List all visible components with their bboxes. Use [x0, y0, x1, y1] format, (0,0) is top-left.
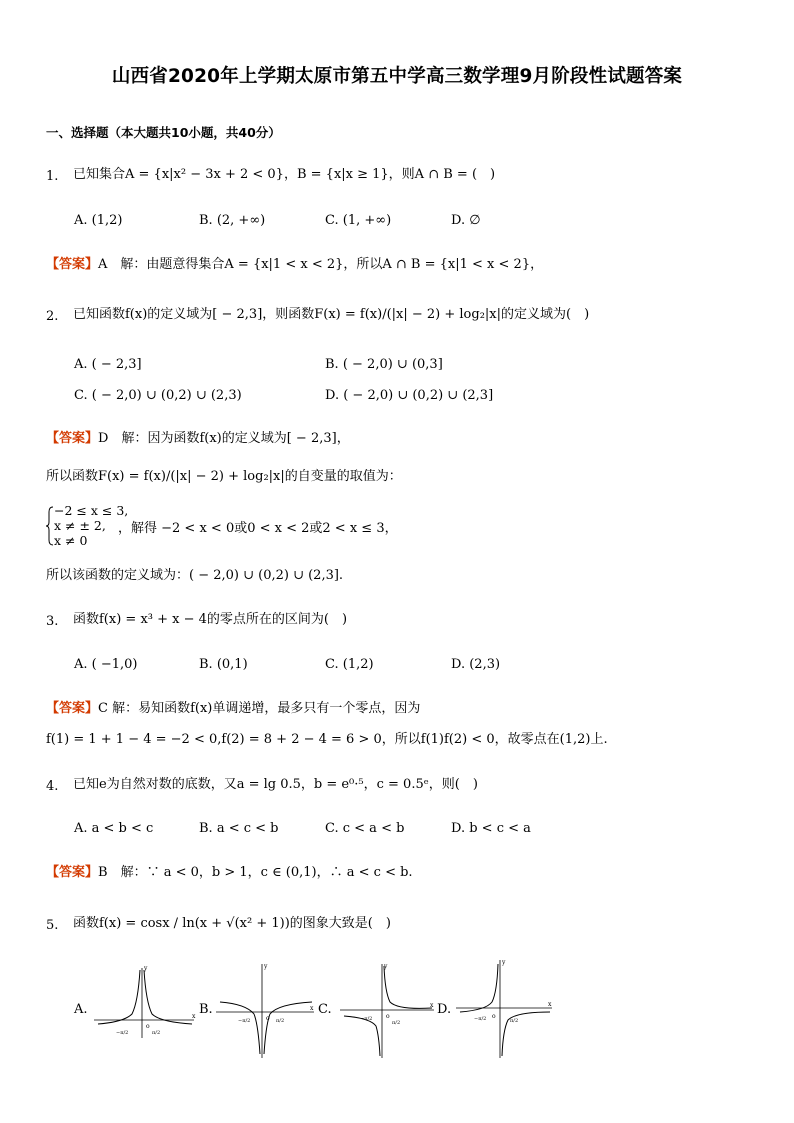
graph-x-label: x — [192, 1013, 196, 1020]
answer-line-4: 所以该函数的定义域为：( − 2,0) ∪ (0,2) ∪ (2,3]. — [46, 568, 344, 583]
answer-text: B 解：∵ a < 0，b > 1，c ∈ (0,1)，∴ a < c < b. — [98, 865, 413, 880]
option-a-label: A. — [74, 1002, 88, 1017]
graph-option-a — [94, 962, 198, 1040]
option-b: B. a < c < b — [199, 821, 279, 836]
graph-pos-tick: π/2 — [152, 1030, 161, 1036]
option-b: B. (2, +∞) — [199, 213, 266, 228]
graph-origin-label: o — [266, 1015, 270, 1022]
answer-text: D 解：因为函数f(x)的定义域为[ − 2,3]， — [98, 431, 350, 446]
option-d: D. b < c < a — [451, 821, 531, 836]
answer-tag: 【答案】 — [46, 865, 99, 880]
question-stem: 函数f(x) = cosx / ln(x + √(x² + 1))的图象大致是( ) — [73, 916, 391, 931]
question-stem: 已知集合A = {x|x² − 3x + 2 < 0}，B = {x|x ≥ 1}，则A ∩ B = ( ) — [73, 167, 496, 182]
answer-text: A 解：由题意得集合A = {x|1 < x < 2}，所以A ∩ B = {x|1 < x < 2}， — [98, 257, 544, 272]
page-title: 山西省2020年上学期太原市第五中学高三数学理9月阶段性试题答案 — [111, 66, 683, 87]
answer-line-2: 所以函数F(x) = f(x)/(|x| − 2) + log₂|x|的自变量的取值为： — [46, 469, 402, 484]
option-b: B. (0,1) — [199, 657, 248, 672]
answer-line-2: f(1) = 1 + 1 − 4 = −2 < 0,f(2) = 8 + 2 − 4 = 6 > 0，所以f(1)f(2) < 0，故零点在(1,2)上. — [46, 732, 608, 747]
question-stem: 已知函数f(x)的定义域为[ − 2,3]，则函数F(x) = f(x)/(|x| − 2) + log₂|x|的定义域为( ) — [73, 307, 590, 322]
answer-line — [46, 700, 420, 718]
option-d: D. (2,3) — [451, 657, 501, 672]
graph-neg-tick: −π/2 — [474, 1016, 487, 1022]
graph-option-d — [456, 958, 554, 1062]
graph-x-label: x — [310, 1005, 314, 1012]
option-c-label: C. — [318, 1002, 332, 1017]
question-stem: 函数f(x) = x³ + x − 4的零点所在的区间为( ) — [73, 612, 348, 627]
graph-neg-tick: −π/2 — [360, 1016, 373, 1022]
graph-neg-tick: −π/2 — [238, 1018, 251, 1024]
option-c: C. ( − 2,0) ∪ (0,2) ∪ (2,3) — [74, 388, 242, 403]
left-brace — [46, 506, 54, 546]
graph-origin-label: o — [386, 1013, 390, 1020]
graph-origin-label: o — [492, 1013, 496, 1020]
graph-x-label: x — [548, 1001, 552, 1008]
option-c: C. c < a < b — [325, 821, 405, 836]
answer-tag: 【答案】 — [46, 701, 99, 716]
graph-option-c — [340, 962, 436, 1062]
graph-option-b — [216, 962, 316, 1062]
question-number: 3. — [46, 614, 59, 629]
answer-line — [46, 256, 543, 274]
graph-y-label: y — [264, 963, 268, 970]
question-number: 1. — [46, 169, 59, 184]
graph-pos-tick: π/2 — [276, 1018, 285, 1024]
option-a: A. (1,2) — [74, 213, 123, 228]
graph-neg-tick: −π/2 — [116, 1030, 129, 1036]
graph-x-label: x — [430, 1002, 434, 1009]
option-a: A. ( − 2,3] — [74, 357, 142, 372]
option-c: C. (1,2) — [325, 657, 374, 672]
option-a: A. ( −1,0) — [74, 657, 138, 672]
option-a: A. a < b < c — [74, 821, 154, 836]
answer-line — [46, 864, 413, 882]
question-number: 5. — [46, 918, 59, 933]
graph-y-label: y — [502, 959, 506, 966]
section-heading: 一、选择题（本大题共10小题，共40分） — [46, 125, 281, 140]
system-line-1: −2 ≤ x ≤ 3, — [54, 503, 129, 518]
answer-line — [46, 430, 350, 448]
question-number: 2. — [46, 309, 59, 324]
system-line-2: x ≠ ± 2, — [54, 518, 106, 533]
answer-text: C 解：易知函数f(x)单调递增，最多只有一个零点，因为 — [98, 701, 421, 716]
graph-y-label: y — [384, 963, 388, 970]
graph-origin-label: o — [146, 1023, 150, 1030]
graph-pos-tick: π/2 — [510, 1018, 519, 1024]
question-number: 4. — [46, 779, 59, 794]
option-d-label: D. — [437, 1002, 452, 1017]
question-stem: 已知e为自然对数的底数，又a = lg 0.5，b = e⁰·⁵，c = 0.5ᵉ，则( ) — [73, 777, 478, 792]
option-d: D. ( − 2,0) ∪ (0,2) ∪ (2,3] — [325, 388, 494, 403]
answer-tag: 【答案】 — [46, 257, 99, 272]
option-d: D. ∅ — [451, 213, 481, 228]
option-c: C. (1, +∞) — [325, 213, 392, 228]
option-b-label: B. — [199, 1002, 213, 1017]
graph-y-label: y — [144, 965, 148, 972]
answer-tag: 【答案】 — [46, 431, 99, 446]
system-line-3: x ≠ 0 — [54, 533, 88, 548]
graph-pos-tick: π/2 — [392, 1020, 401, 1026]
solve-text: ，解得 −2 < x < 0或0 < x < 2或2 < x ≤ 3， — [118, 521, 398, 536]
option-b: B. ( − 2,0) ∪ (0,3] — [325, 357, 443, 372]
